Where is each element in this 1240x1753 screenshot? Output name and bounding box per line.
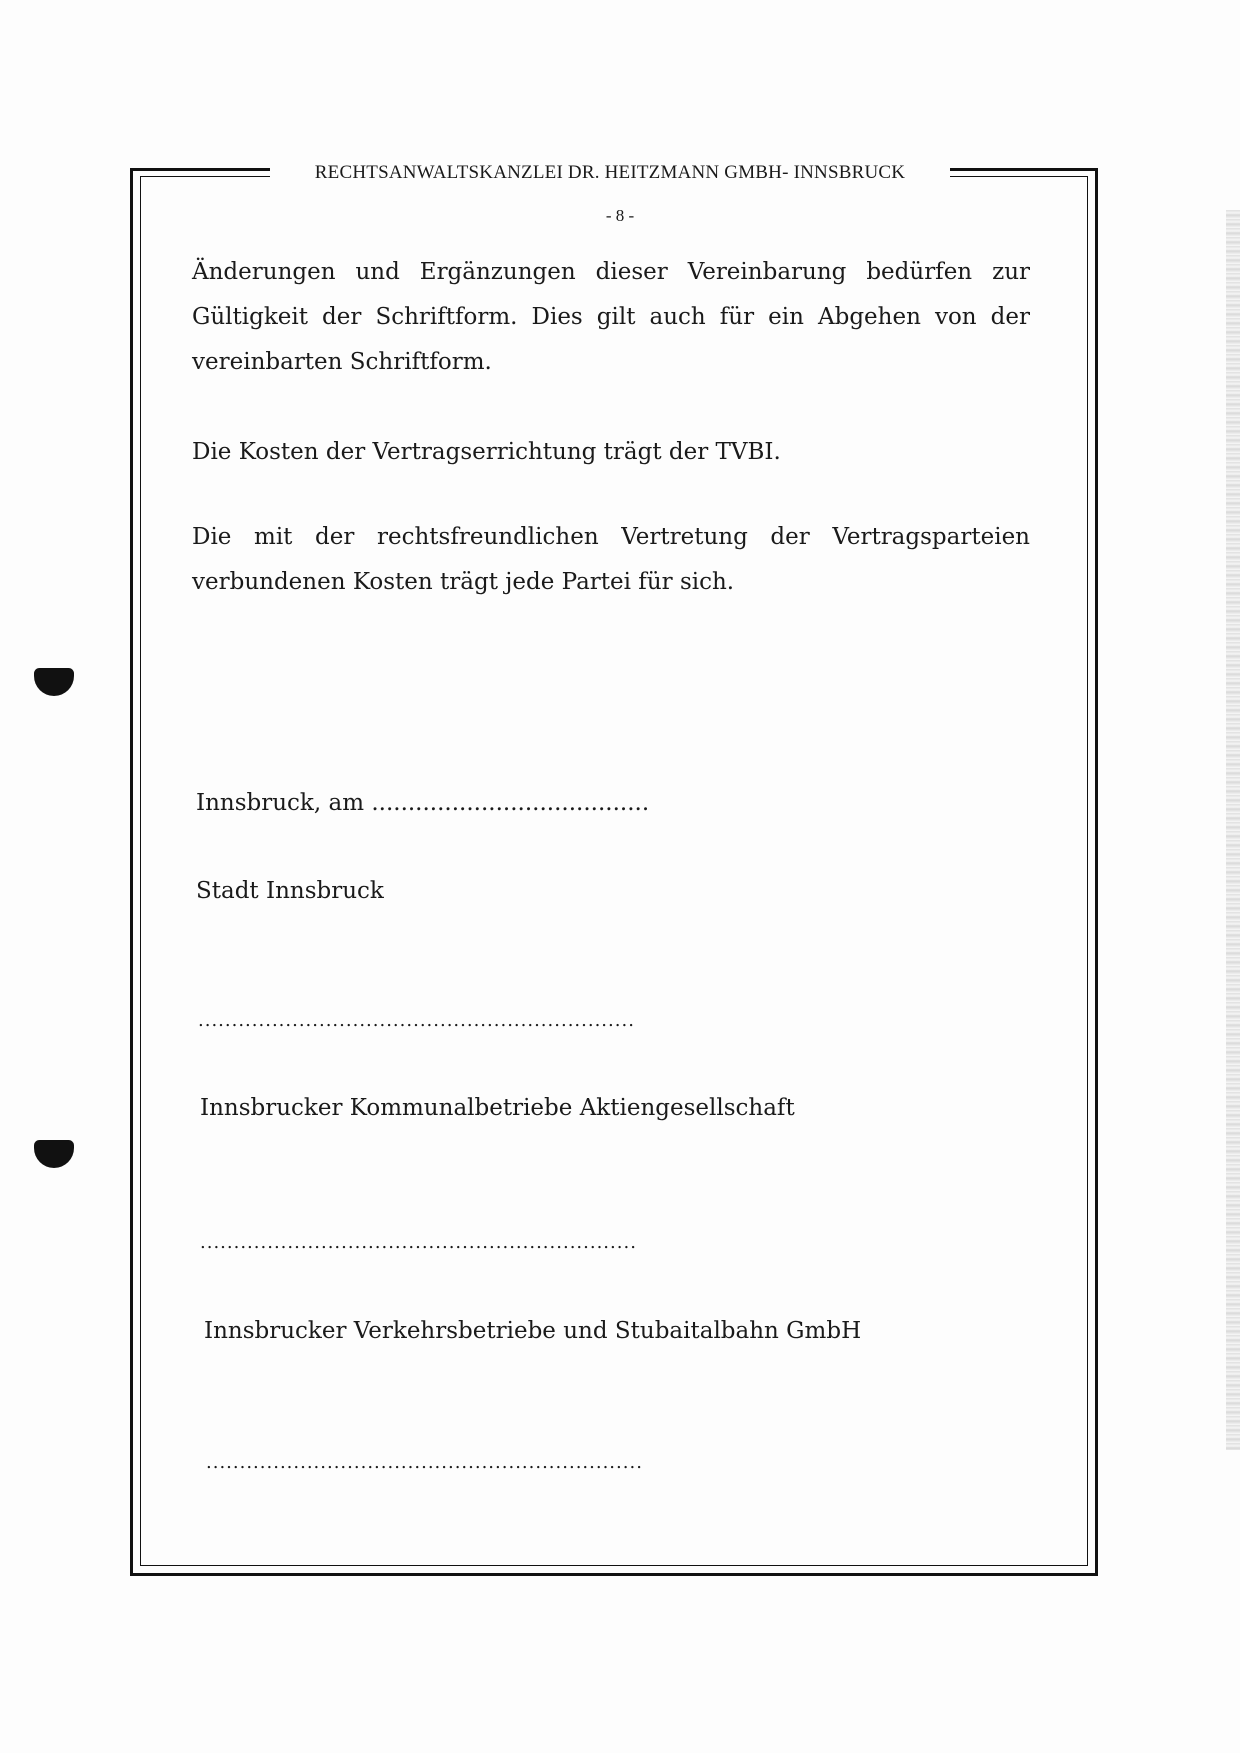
paragraph-legal-costs: Die mit der rechtsfreundlichen Vertretung der Vertragsparteien verbundenen Kosten trägt jede Partei für sich. [192, 524, 1030, 595]
letterhead: RECHTSANWALTSKANZLEI DR. HEITZMANN GMBH- INNSBRUCK [270, 158, 950, 188]
signatory-name: Innsbrucker Verkehrsbetriebe und Stubaitalbahn GmbH [204, 1318, 862, 1344]
signature-line: ................................................................. [206, 1452, 643, 1473]
binder-hole-top [34, 668, 74, 696]
scan-edge [1226, 210, 1240, 1450]
paragraph-amendments: Änderungen und Ergänzungen dieser Vereinbarung bedürfen zur Gültigkeit der Schriftform. Dies gilt auch für ein Abgehen von der vereinbarten Schriftform. [192, 259, 1030, 375]
signature-line: ................................................................. [200, 1232, 637, 1253]
signatory-name: Stadt Innsbruck [196, 878, 384, 904]
page-number: - 8 - [605, 206, 635, 225]
place-date-line: Innsbruck, am ...................................... [196, 790, 650, 816]
paragraph-contract-costs: Die Kosten der Vertragserrichtung trägt der TVBI. [192, 439, 781, 465]
signatory-name: Innsbrucker Kommunalbetriebe Aktiengesellschaft [200, 1095, 795, 1121]
binder-hole-bottom [34, 1140, 74, 1168]
signature-line: ................................................................. [198, 1010, 635, 1031]
